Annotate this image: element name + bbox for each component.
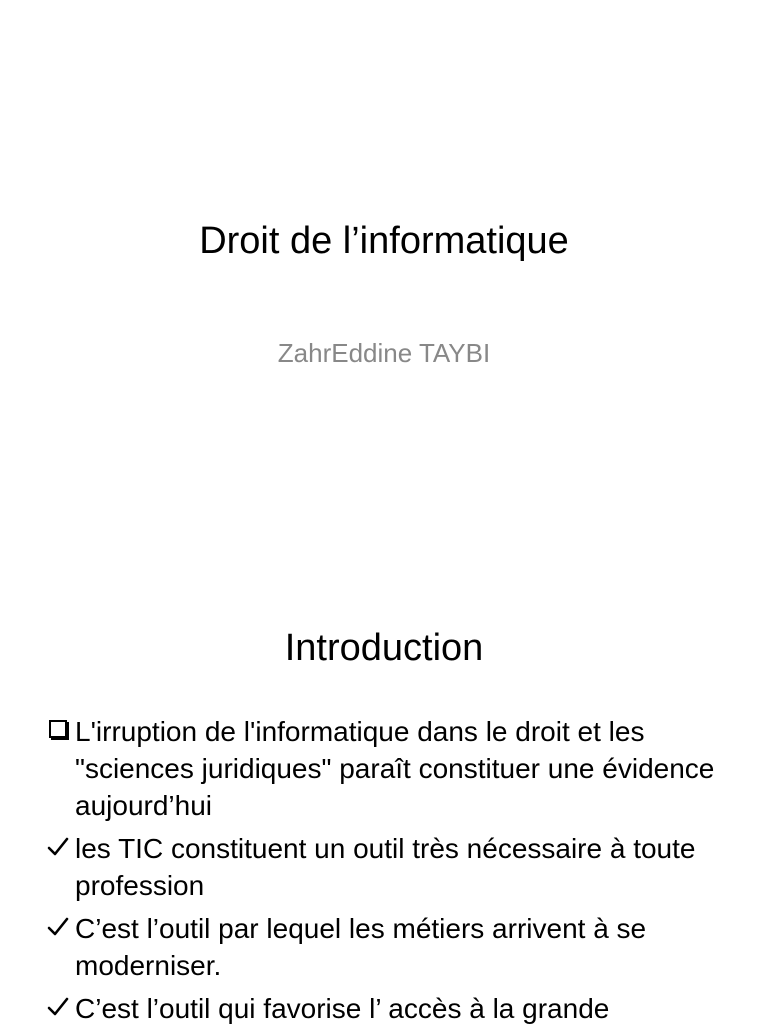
bullet-item <box>46 713 736 824</box>
bullet-text: C’est l’outil par lequel les métiers arrivent à se moderniser. <box>75 913 647 981</box>
checkmark-icon <box>46 830 74 867</box>
slide-title: Introduction <box>284 627 484 669</box>
presentation-title: Droit de l’informatique <box>199 220 569 262</box>
bullet-text: L'irruption de l'informatique dans le droit et les "sciences juridiques" paraît constituer une évidence aujourd’hui <box>75 716 715 821</box>
square-bullet-icon <box>46 713 74 750</box>
bullet-item <box>46 830 736 904</box>
bullet-list <box>46 713 736 1024</box>
author-name: ZahrEddine TAYBI <box>277 338 491 368</box>
checkmark-icon <box>46 910 74 947</box>
checkmark-icon <box>46 990 74 1024</box>
bullet-item <box>46 910 736 984</box>
bullet-text: les TIC constituent un outil très nécessaire à toute profession <box>75 833 696 901</box>
bullet-text: C’est l’outil qui favorise l’ accès à la grande <box>75 993 610 1024</box>
bullet-item <box>46 990 736 1024</box>
introduction-slide <box>0 576 768 1024</box>
